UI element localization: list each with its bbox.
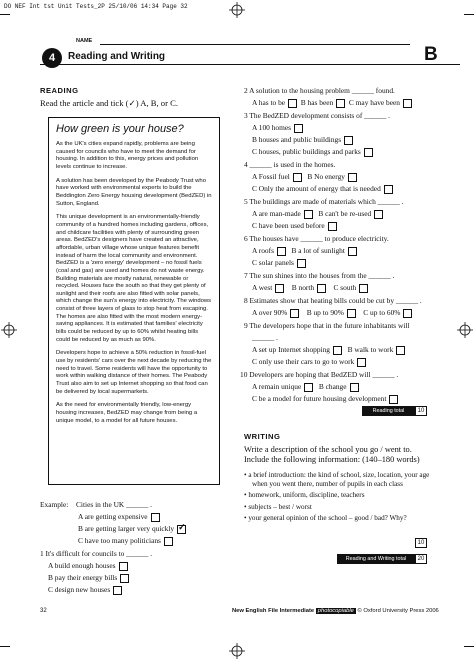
answer-checkbox[interactable]: [119, 562, 128, 571]
option-text: C be a model for future housing development: [252, 394, 387, 403]
q7-options: [252, 283, 368, 293]
example-option-b: [78, 521, 186, 534]
crop-mark: [464, 14, 474, 15]
bullet-item: • your general opinion of the school – good / bad? Why?: [244, 514, 407, 523]
question-9: 9 The developers hope that in the future inhabitants will: [244, 321, 410, 330]
answer-checkbox[interactable]: [348, 173, 357, 182]
answer-checkbox[interactable]: [328, 222, 337, 231]
q5-options-ab: [252, 209, 383, 219]
answer-checkbox[interactable]: [151, 513, 160, 522]
unit-header-rule: [40, 64, 460, 65]
answer-checkbox[interactable]: [403, 99, 412, 108]
answer-checkbox[interactable]: [403, 309, 412, 318]
answer-checkbox[interactable]: [389, 395, 398, 404]
article-paragraph: A solution has been developed by the Peabody Trust who have worked with environmental experts to build the Beddington Zero Energy housing development (BedZED) in Sutton, England.: [56, 177, 212, 207]
question-7: 7 The sun shines into the houses from the ______ .: [244, 271, 395, 280]
q8-options: [252, 308, 412, 318]
answer-checkbox[interactable]: [359, 284, 368, 293]
reading-heading: READING: [40, 86, 79, 95]
option-text: B up to 90%: [306, 308, 344, 317]
option-text: B houses and public buildings: [252, 135, 342, 144]
option-text: C south: [333, 283, 357, 292]
option-text: A are getting expensive: [78, 512, 148, 521]
article-title: How green is your house?: [56, 123, 184, 135]
answer-checkbox[interactable]: [294, 124, 303, 133]
writing-instruction: Write a description of the school you go / went to. Include the following information: (140–180 words): [244, 445, 420, 464]
option-text: B a lot of sunlight: [291, 246, 345, 255]
option-text: B has been: [300, 98, 334, 107]
answer-checkbox[interactable]: [350, 383, 359, 392]
article-paragraph: This unique development is an environmentally-friendly community of a hundred homes including gardens, offices, and childcare facilities with plenty of surrounding green areas. BedZED's designers have created an attractive, affordable, urban village whose unique features benefit instead of harm the local community and environment. BedZED is a 'zero energy' development – no fossil fuels (coal and gas) are used and homes do not waste energy. Building materials are mostly natural, renewable or recycled. Houses face the south so that they get plenty of sunlight and their roofs are also fitted with solar panels, which change the sun's energy into electricity. The windows consist of three layers of glass to stop heat from escaping. The homes are also fitted with the most modern energy-saving appliances. It is estimated that families' electricity bills could be reduced by up to 60% whilst heating bills could be reduced by as much as 90%.: [56, 214, 212, 343]
bullet-text: subjects – best / worst: [248, 502, 312, 511]
option-text: C may have been: [348, 98, 401, 107]
q1-option-c: [48, 585, 122, 595]
photocopiable-badge: photocopiable: [317, 608, 354, 614]
crop-mark: [0, 14, 10, 15]
article-paragraph: As the UK's cities expand rapidly, problems are being caused for councils who have to meet the demand for housing. In addition to this, energy prices and pollution levels continue to increase.: [56, 141, 199, 170]
option-text: A Fossil fuel: [252, 172, 290, 181]
option-text: C Only the amount of energy that is needed: [252, 184, 381, 193]
reading-total-label: Reading total: [362, 406, 415, 416]
answer-checkbox[interactable]: [304, 210, 313, 219]
option-text: B change: [318, 382, 347, 391]
registration-mark: [229, 643, 245, 659]
option-text: B pay their energy bills: [48, 573, 118, 582]
option-text: A has to be: [252, 98, 286, 107]
option-text: A over 90%: [252, 308, 288, 317]
writing-bullet-list: [244, 471, 432, 523]
q5-option-c: [252, 221, 337, 231]
option-text: B walk to work: [347, 345, 394, 354]
question-3: 3 The BedZED development consists of ______ .: [244, 111, 391, 120]
option-text: C have been used before: [252, 221, 325, 230]
answer-checkbox[interactable]: [164, 537, 173, 546]
option-text: A 100 homes: [252, 123, 292, 132]
footer-credit: [232, 608, 439, 614]
article-paragraph: Developers hope to achieve a 50% reduction in fossil-fuel use by residents' cars over the next decade by reducing the need to travel. Some residents will have the opportunity to work within walking distance of their homes. The Peabody Trust also aim to set up Internet shopping so that food can be delivered by local supermarkets.: [56, 350, 212, 395]
reading-writing-total-score: 20: [415, 554, 427, 564]
option-text: B can't be re-used: [318, 209, 372, 218]
question-6: 6 The houses have ______ to produce electricity.: [244, 234, 389, 243]
q1-option-b: [48, 573, 129, 583]
option-text: C design new houses: [48, 585, 111, 594]
q4-options-ab: [252, 172, 357, 182]
bullet-item: • homework, uniform, discipline, teachers: [244, 491, 365, 500]
q3-option-b: [252, 135, 353, 145]
reading-instruction: Read the article and tick (✓) A, B, or C.: [40, 98, 178, 108]
question-8: 8 Estimates show that heating bills could be cut by ______ .: [244, 296, 422, 305]
answer-checkbox[interactable]: [290, 309, 299, 318]
answer-checkbox[interactable]: [348, 247, 357, 256]
question-4: 4 ______ is used in the homes.: [244, 160, 336, 169]
print-slug: DO NEF Int tst Unit Tests_2P 25/10/06 14:34 Page 32: [4, 3, 188, 10]
registration-mark: [457, 322, 473, 338]
option-text: A build enough houses: [48, 561, 116, 570]
answer-checkbox[interactable]: [384, 185, 393, 194]
copyright: © Oxford University Press 2006: [357, 608, 439, 614]
unit-number-badge: 4: [42, 48, 62, 68]
tick-mark: ✓: [178, 521, 186, 532]
q3-option-c: [252, 147, 373, 157]
example-option-c: [78, 536, 173, 546]
option-text: B No energy: [307, 172, 345, 181]
answer-checkbox[interactable]: [344, 136, 353, 145]
q3-option-a: [252, 123, 303, 133]
option-text: C have too many politicians: [78, 536, 161, 545]
q9-option-c: [252, 357, 366, 367]
option-text: A remain unique: [252, 382, 302, 391]
answer-checkbox[interactable]: [275, 284, 284, 293]
question-9-blank: ______ .: [252, 333, 278, 342]
q9-options-ab: [252, 345, 405, 355]
name-line: [100, 44, 410, 45]
article-box: [48, 117, 220, 485]
answer-checkbox[interactable]: [293, 173, 302, 182]
q1-option-a: [48, 561, 128, 571]
crop-mark: [464, 646, 474, 647]
option-text: B north: [291, 283, 315, 292]
reading-writing-total-label: Reading and Writing total: [337, 554, 415, 564]
bullet-text: your general opinion of the school – good / bad? Why?: [248, 514, 407, 523]
unit-title: Reading and Writing: [68, 51, 166, 62]
option-text: A are man-made: [252, 209, 301, 218]
answer-checkbox[interactable]: [396, 346, 405, 355]
answer-checkbox[interactable]: [297, 259, 306, 268]
answer-checkbox[interactable]: [277, 247, 286, 256]
page-number: 32: [40, 608, 47, 614]
book-title: New English File Intermediate: [232, 608, 315, 614]
example-stem: Cities in the UK ______ .: [76, 500, 152, 509]
answer-checkbox[interactable]: [317, 284, 326, 293]
bullet-text: a brief introduction: the kind of school, size, location, your age when you went there, number of pupils in each class: [248, 471, 430, 488]
bullet-item: • a brief introduction: the kind of school, size, location, your age when you went there, number of pupils in each class: [244, 471, 430, 488]
example-label: Example:: [40, 500, 69, 509]
q10-options-ab: [252, 382, 359, 392]
question-5: 5 The buildings are made of materials which ______ .: [244, 197, 404, 206]
answer-checkbox[interactable]: [364, 148, 373, 157]
option-text: C up to 60%: [363, 308, 401, 317]
answer-checkbox-ticked[interactable]: [177, 521, 186, 534]
option-text: C solar panels: [252, 258, 294, 267]
answer-checkbox[interactable]: [357, 358, 366, 367]
answer-checkbox[interactable]: [304, 383, 313, 392]
name-label: NAME: [76, 38, 93, 44]
bullet-item: • subjects – best / worst: [244, 502, 312, 511]
registration-mark: [1, 322, 17, 338]
answer-checkbox[interactable]: [336, 99, 345, 108]
writing-heading: WRITING: [244, 432, 281, 441]
option-text: B are getting larger very quickly: [78, 524, 175, 533]
reading-total-score: 10: [415, 406, 427, 416]
option-text: A west: [252, 283, 273, 292]
q6-options-ab: [252, 246, 357, 256]
writing-score: 10: [415, 538, 427, 548]
answer-checkbox[interactable]: [333, 346, 342, 355]
option-text: C houses, public buildings and parks: [252, 147, 361, 156]
answer-checkbox[interactable]: [113, 586, 122, 595]
option-text: A roofs: [252, 246, 274, 255]
article-paragraph: As the need for environmentally friendly, low-energy housing increases, BedZED may change from being a unique model, to a model for all future houses.: [56, 402, 198, 424]
question-1: 1 It's difficult for councils to ______ .: [40, 549, 153, 558]
q10-option-c: [252, 394, 398, 404]
q4-option-c: [252, 184, 393, 194]
registration-mark: [229, 2, 245, 18]
answer-checkbox[interactable]: [120, 574, 129, 583]
answer-checkbox[interactable]: [288, 99, 297, 108]
q2-options: [252, 98, 412, 108]
question-2: 2 A solution to the housing problem ______ found.: [244, 86, 395, 95]
q6-option-c: [252, 258, 306, 268]
test-version: B: [424, 44, 438, 65]
answer-checkbox[interactable]: [347, 309, 356, 318]
option-text: C only use their cars to go to work: [252, 357, 355, 366]
example-option-a: [78, 512, 160, 522]
question-10: 10 Developers are hoping that BedZED will ______ .: [240, 370, 399, 379]
crop-mark: [0, 646, 10, 647]
option-text: A set up Internet shopping: [252, 345, 331, 354]
answer-checkbox[interactable]: [374, 210, 383, 219]
bullet-text: homework, uniform, discipline, teachers: [248, 491, 365, 500]
